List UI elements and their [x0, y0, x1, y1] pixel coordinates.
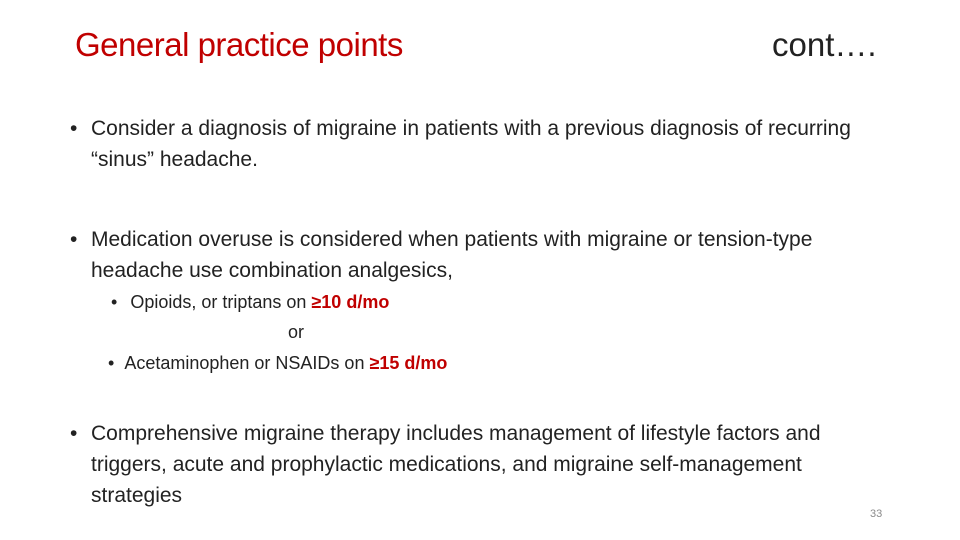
- bullet-marker: •: [111, 292, 118, 312]
- bullet-marker: •: [108, 353, 115, 373]
- bullet-marker: •: [70, 117, 78, 140]
- bullet-marker: •: [70, 422, 78, 445]
- page-number: 33: [870, 508, 883, 520]
- sub-bullet-1-text: Opioids, or triptans on: [130, 292, 312, 312]
- sub-bullet-1-emphasis: ≥10 d/mo: [311, 292, 390, 312]
- bullet-3: [70, 418, 890, 511]
- bullet-1-text: Consider a diagnosis of migraine in patients with a previous diagnosis of recurring “sinus” headache.: [91, 117, 851, 171]
- sub-bullet-2: [108, 352, 447, 374]
- sub-connector-or: or: [288, 322, 305, 342]
- bullet-marker: •: [70, 228, 78, 251]
- bullet-2: [70, 224, 890, 286]
- bullet-3-text: Comprehensive migraine therapy includes management of lifestyle factors and triggers, acute and prophylactic medications, and migraine self-management strategies: [91, 422, 821, 507]
- sub-bullet-2-text: Acetaminophen or NSAIDs on: [124, 353, 370, 373]
- slide-title: General practice points: [75, 26, 403, 63]
- bullet-1: [70, 113, 890, 175]
- slide-title-suffix: cont….: [772, 26, 877, 63]
- bullet-2-text: Medication overuse is considered when patients with migraine or tension-type headache use combination analgesics,: [91, 228, 813, 282]
- sub-bullet-2-emphasis: ≥15 d/mo: [369, 353, 448, 373]
- sub-bullet-1: [111, 291, 389, 313]
